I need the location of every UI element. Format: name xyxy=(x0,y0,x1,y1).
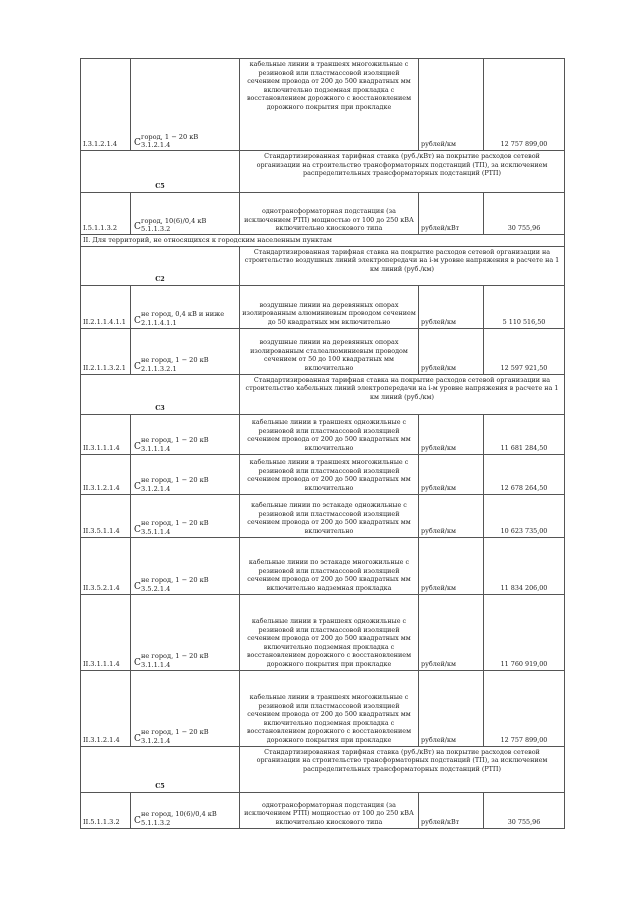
row-description: однотрансформаторная подстанция (за исключением РТП) мощностью от 100 до 250 кВА включительно киоскового типа xyxy=(240,792,419,828)
table-row xyxy=(81,792,565,828)
row-unit: рублей/кВт xyxy=(419,792,484,828)
condition-glyph: C xyxy=(134,441,141,452)
row-unit: рублей/км xyxy=(419,328,484,374)
table-row xyxy=(81,594,565,670)
row-unit: рублей/км xyxy=(419,454,484,494)
row-description: кабельные линии в траншеях многожильные с резиновой или пластмассовой изоляцией сечением провода от 200 до 500 квадратных мм включительно подземная прокладка с восстановлением дорожного с восстановлением дорожного покрытия при прокладке xyxy=(240,59,419,151)
row-description: воздушные линии на деревянных опорах изолированным алюминиевым проводом сечением до 50 квадратных мм включительно xyxy=(240,285,419,328)
row-description: кабельные линии в траншеях многожильные с резиновой или пластмассовой изоляцией сечением провода от 200 до 500 квадратных мм включительно подземная прокладка с восстановлением дорожного с восстановлением дорожного покрытия при прокладке xyxy=(240,670,419,746)
row-condition: C не город, 1 − 20 кВ 3.1.1.1.4 xyxy=(131,594,240,670)
row-value: 10 623 735,00 xyxy=(484,494,565,537)
row-code: II.3.1.2.1.4 xyxy=(81,670,131,746)
row-value: 12 597 921,50 xyxy=(484,328,565,374)
row-condition: C не город, 1 − 20 кВ 3.5.2.1.4 xyxy=(131,537,240,594)
table-row xyxy=(81,151,565,193)
row-description: кабельные линии в траншеях одножильные с резиновой или пластмассовой изоляцией сечением провода от 200 до 500 квадратных мм включительно подземная прокладка с восстановлением дорожного с восстановлением дорожного покрытия при прокладке xyxy=(240,594,419,670)
row-description: кабельные линии в траншеях многожильные с резиновой или пластмассовой изоляцией сечением провода от 200 до 500 квадратных мм включительно xyxy=(240,454,419,494)
row-description: кабельные линии по эстакаде одножильные с резиновой или пластмассовой изоляцией сечением провода от 200 до 500 квадратных мм включительно xyxy=(240,494,419,537)
table-row xyxy=(81,374,565,414)
row-condition: C не город, 1 − 20 кВ 3.1.2.1.4 xyxy=(131,454,240,494)
row-code: II.2.1.1.4.1.1 xyxy=(81,285,131,328)
rate-header-text: Стандартизированная тарифная ставка (руб./кВт) на покрытие расходов сетевой организации на строительство трансформаторных подстанций (ТП), за исключением распределительных трансформаторных подстанций (РТП) xyxy=(240,151,565,193)
rate-code: C5 xyxy=(81,746,240,792)
row-code: I.5.1.1.3.2 xyxy=(81,193,131,235)
table-row xyxy=(81,746,565,792)
condition-glyph: C xyxy=(134,222,141,232)
table-row xyxy=(81,494,565,537)
table-row xyxy=(81,285,565,328)
tariff-table xyxy=(80,58,565,829)
row-code: I.3.1.2.1.4 xyxy=(81,59,131,151)
row-unit: рублей/км xyxy=(419,670,484,746)
row-code: II.3.1.1.1.4 xyxy=(81,414,131,454)
row-unit: рублей/км xyxy=(419,494,484,537)
row-code: II.3.1.1.1.4 xyxy=(81,594,131,670)
table-row xyxy=(81,414,565,454)
row-description: однотрансформаторная подстанция (за исключением РТП) мощностью от 100 до 250 кВА включительно киоскового типа xyxy=(240,193,419,235)
row-value: 5 110 516,50 xyxy=(484,285,565,328)
section-title: II. Для территорий, не относящихся к городским населенным пунктам xyxy=(81,235,565,247)
table-row xyxy=(81,670,565,746)
row-description: кабельные линии по эстакаде многожильные с резиновой или пластмассовой изоляцией сечением провода от 200 до 500 квадратных мм включительно надземная прокладка xyxy=(240,537,419,594)
row-condition: C город, 1 − 20 кВ 3.1.2.1.4 xyxy=(131,59,240,151)
rate-header-text: Стандартизированная тарифная ставка на покрытие расходов сетевой организации на строительство воздушных линий электропередачи на i-м уровне напряжения в расчете на 1 км линий (руб./км) xyxy=(240,246,565,285)
rate-code: C2 xyxy=(81,246,240,285)
rate-code: C5 xyxy=(81,151,240,193)
table-row xyxy=(81,235,565,247)
row-condition: C город, 10(6)/0,4 кВ 5.1.1.3.2 xyxy=(131,193,240,235)
row-unit: рублей/км xyxy=(419,59,484,151)
condition-glyph: C xyxy=(134,581,141,592)
row-code: II.3.5.1.1.4 xyxy=(81,494,131,537)
row-value: 30 755,96 xyxy=(484,792,565,828)
condition-glyph: C xyxy=(134,657,141,668)
table-row xyxy=(81,246,565,285)
row-condition: C не город, 10(6)/0,4 кВ 5.1.1.3.2 xyxy=(131,792,240,828)
row-unit: рублей/кВт xyxy=(419,193,484,235)
rate-header-text: Стандартизированная тарифная ставка (руб./кВт) на покрытие расходов сетевой организации на строительство трансформаторных подстанций (ТП), за исключением распределительных трансформаторных подстанций (РТП) xyxy=(240,746,565,792)
row-value: 11 681 284,50 xyxy=(484,414,565,454)
rate-code: C3 xyxy=(81,374,240,414)
row-condition: C не город, 0,4 кВ и ниже 2.1.1.4.1.1 xyxy=(131,285,240,328)
table-row xyxy=(81,454,565,494)
row-code: II.5.1.1.3.2 xyxy=(81,792,131,828)
condition-glyph: C xyxy=(134,361,141,372)
row-value: 11 834 206,00 xyxy=(484,537,565,594)
table-row xyxy=(81,193,565,235)
row-code: II.2.1.1.3.2.1 xyxy=(81,328,131,374)
row-value: 12 757 899,00 xyxy=(484,670,565,746)
row-description: кабельные линии в траншеях одножильные с резиновой или пластмассовой изоляцией сечением провода от 200 до 500 квадратных мм включительно xyxy=(240,414,419,454)
row-condition: C не город, 1 − 20 кВ 2.1.1.3.2.1 xyxy=(131,328,240,374)
row-code: II.3.1.2.1.4 xyxy=(81,454,131,494)
row-condition: C не город, 1 − 20 кВ 3.5.1.1.4 xyxy=(131,494,240,537)
table-row xyxy=(81,537,565,594)
condition-glyph: C xyxy=(134,733,141,744)
condition-glyph: C xyxy=(134,315,141,326)
condition-glyph: C xyxy=(134,524,141,535)
row-value: 30 755,96 xyxy=(484,193,565,235)
rate-header-text: Стандартизированная тарифная ставка на покрытие расходов сетевой организации на строительство кабельных линий электропередачи на i-м уровне напряжения в расчете на 1 км линий (руб./км) xyxy=(240,374,565,414)
tariff-table-page xyxy=(80,58,564,829)
row-value: 11 760 919,00 xyxy=(484,594,565,670)
row-condition: C не город, 1 − 20 кВ 3.1.1.1.4 xyxy=(131,414,240,454)
row-unit: рублей/км xyxy=(419,285,484,328)
row-value: 12 678 264,50 xyxy=(484,454,565,494)
condition-glyph: C xyxy=(134,481,141,492)
row-description: воздушные линии на деревянных опорах изолированным сталеалюминиевым проводом сечением от 50 до 100 квадратных мм включительно xyxy=(240,328,419,374)
table-row xyxy=(81,328,565,374)
row-unit: рублей/км xyxy=(419,414,484,454)
table-row xyxy=(81,59,565,151)
row-value: 12 757 899,00 xyxy=(484,59,565,151)
row-unit: рублей/км xyxy=(419,594,484,670)
row-condition: C не город, 1 − 20 кВ 3.1.2.1.4 xyxy=(131,670,240,746)
row-unit: рублей/км xyxy=(419,537,484,594)
condition-glyph: C xyxy=(134,815,141,826)
condition-glyph: C xyxy=(134,138,141,148)
row-code: II.3.5.2.1.4 xyxy=(81,537,131,594)
